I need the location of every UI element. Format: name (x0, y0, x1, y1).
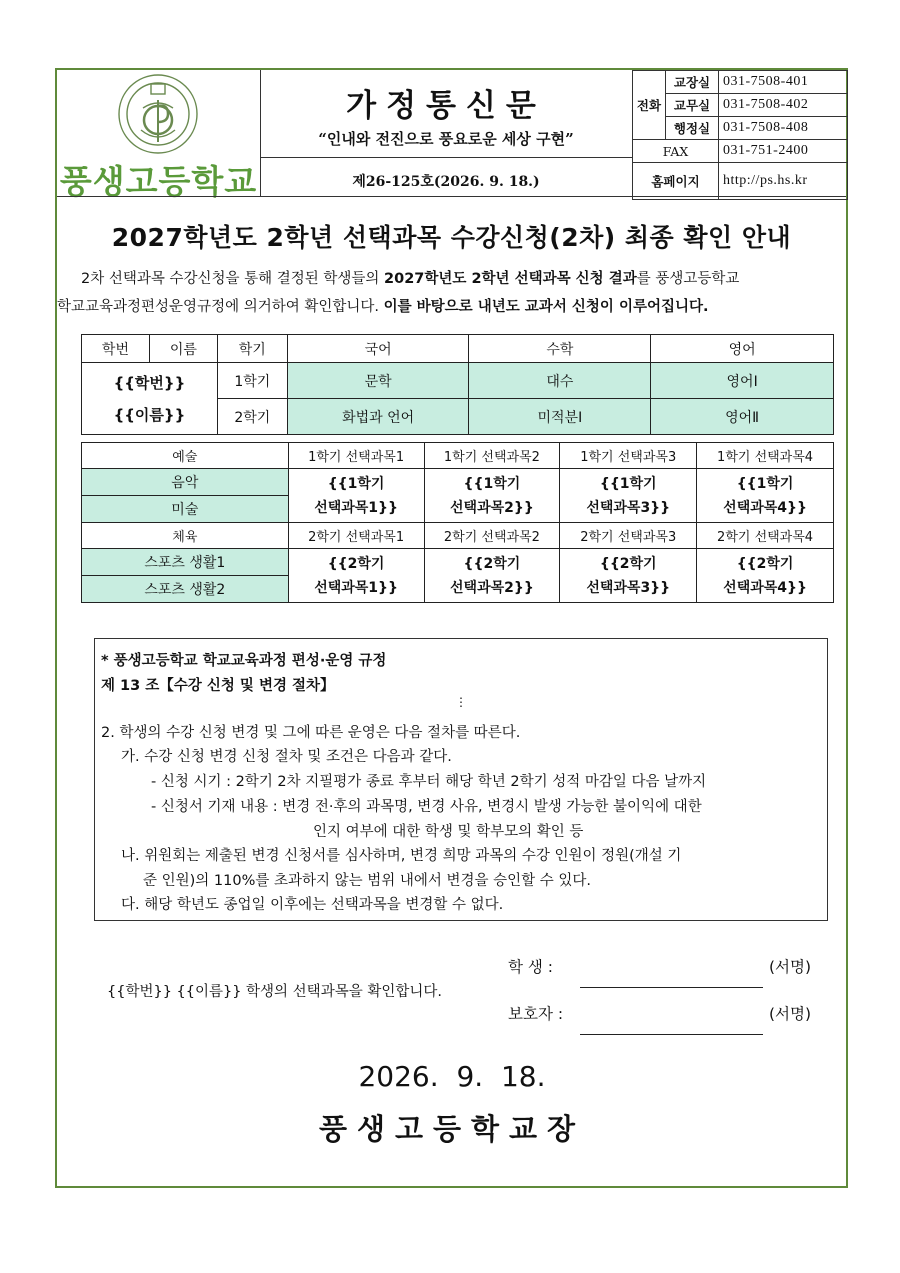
student-id: {{학번}} (113, 373, 186, 392)
art-option: 미술 (82, 496, 289, 523)
contact-table (632, 70, 848, 200)
art-header: 예술 (82, 443, 289, 469)
confirmation-statement: {{학번}} {{이름}} 학생의 선택과목을 확인합니다. (107, 984, 442, 1000)
elective-text: {{1학기 (463, 475, 521, 492)
issue-date: 2026. 9. 18. (358, 1060, 546, 1093)
elective-text: {{2학기 (736, 555, 794, 572)
elective-cell (424, 469, 560, 523)
student-cell (82, 363, 218, 435)
regulation-item: 가. 수강 신청 변경 신청 절차 및 조건은 다음과 같다. (121, 749, 452, 765)
issue-number: 제26-125호(2026. 9. 18.) (352, 174, 540, 190)
principal-signature: 풍생고등학교장 (318, 1112, 586, 1146)
elective-cell (560, 549, 697, 603)
regulation-item: 다. 해당 학년도 종업일 이후에는 선택과목을 변경할 수 없다. (121, 897, 504, 913)
elective-text: {{1학기 (736, 475, 794, 492)
elective-text: {{1학기 (599, 475, 657, 492)
intro-emphasis: 2027학년도 2학년 선택과목 신청 결과 (384, 271, 637, 287)
elective-cell (560, 469, 697, 523)
elective-text: 선택과목3}} (586, 499, 671, 516)
column-header: 수학 (469, 335, 651, 363)
contact-value: 031-7508-402 (719, 94, 848, 117)
column-header: 학기 (217, 335, 287, 363)
student-sign-label: 학 생 : (508, 958, 554, 976)
column-header: 1학기 선택과목3 (560, 443, 697, 469)
term-label: 2학기 (217, 399, 287, 435)
intro-emphasis: 이를 바탕으로 내년도 교과서 신청이 이루어집니다. (383, 299, 709, 315)
column-header: 2학기 선택과목2 (424, 523, 560, 549)
column-header: 2학기 선택과목3 (560, 523, 697, 549)
school-logo (57, 70, 260, 201)
divider (260, 157, 632, 158)
column-header: 영어 (651, 335, 834, 363)
school-name: 풍생고등학교 (59, 162, 258, 201)
regulation-title: * 풍생고등학교 학교교육과정 편성·운영 규정 (101, 653, 387, 669)
subject-cell: 영어Ⅱ (651, 399, 834, 435)
column-header: 학번 (82, 335, 150, 363)
elective-cell (697, 469, 834, 523)
newsletter-frame (55, 68, 848, 1188)
elective-cell (697, 549, 834, 603)
elective-cell (288, 549, 424, 603)
phone-label: 전화 (633, 71, 666, 140)
pe-option: 스포츠 생활2 (82, 576, 289, 603)
intro-line-1 (81, 266, 871, 292)
school-emblem-icon (57, 70, 260, 158)
column-header: 1학기 선택과목4 (697, 443, 834, 469)
regulation-item: 2. 학생의 수강 신청 변경 및 그에 따른 운영은 다음 절차를 따른다. (101, 725, 521, 741)
elective-text: 선택과목2}} (450, 499, 534, 516)
column-header: 이름 (149, 335, 217, 363)
page-title: 2027학년도 2학년 선택과목 수강신청(2차) 최종 확인 안내 (111, 223, 792, 252)
intro-text: 를 풍생고등학교 (636, 271, 740, 287)
elective-text: 선택과목1}} (314, 579, 398, 596)
core-subjects-table (81, 334, 834, 435)
pe-option: 스포츠 생활1 (82, 549, 289, 576)
parent-sign-label: 보호자 : (508, 1005, 564, 1023)
column-header: 1학기 선택과목1 (288, 443, 424, 469)
regulation-subitem: - 신청서 기재 내용 : 변경 전·후의 과목명, 변경 사유, 변경시 발생 가능한 불이익에 대한 (151, 799, 702, 815)
regulation-subitem: - 신청 시기 : 2학기 2차 지필평가 종료 후부터 해당 학년 2학기 성적 마감일 다음 날까지 (151, 774, 707, 790)
student-sign-line[interactable] (580, 987, 763, 988)
regulation-subitem: 인지 여부에 대한 학생 및 학부모의 확인 등 (313, 824, 584, 840)
ellipsis: ⋮ (455, 695, 467, 709)
regulation-item: 준 인원)의 110%를 초과하지 않는 범위 내에서 변경을 승인할 수 있다. (143, 873, 591, 889)
contact-label: 교장실 (666, 71, 719, 94)
homepage-label: 홈페이지 (633, 163, 719, 200)
column-header: 2학기 선택과목4 (697, 523, 834, 549)
subject-cell: 대수 (469, 363, 651, 399)
school-motto: “인내와 전진으로 풍요로운 세상 구현” (318, 130, 574, 148)
subject-cell: 화법과 언어 (287, 399, 469, 435)
contact-label: 행정실 (666, 117, 719, 140)
regulation-article: 제 13 조【수강 신청 및 변경 절차】 (101, 678, 335, 694)
elective-text: 선택과목2}} (450, 579, 534, 596)
subject-cell: 미적분Ⅰ (469, 399, 651, 435)
contact-label: 교무실 (666, 94, 719, 117)
fax-value: 031-751-2400 (719, 140, 848, 163)
fax-label: FAX (633, 140, 719, 163)
art-option: 음악 (82, 469, 289, 496)
intro-text: 학교교육과정편성운영규정에 의거하여 확인합니다. (57, 299, 384, 315)
homepage-link[interactable]: http://ps.hs.kr (719, 163, 848, 200)
elective-text: {{1학기 (327, 475, 385, 492)
column-header: 국어 (287, 335, 469, 363)
regulation-box (94, 638, 828, 921)
subject-cell: 영어Ⅰ (651, 363, 834, 399)
student-name: {{이름}} (113, 405, 186, 424)
elective-cell (424, 549, 560, 603)
elective-text: 선택과목4}} (723, 499, 807, 516)
elective-subjects-table (81, 442, 834, 603)
column-header: 2학기 선택과목1 (288, 523, 424, 549)
contact-value: 031-7508-401 (719, 71, 848, 94)
subject-cell: 문학 (287, 363, 469, 399)
elective-cell (288, 469, 424, 523)
parent-sign-mark: (서명) (769, 1005, 812, 1023)
pe-header: 체육 (82, 523, 289, 549)
elective-text: {{2학기 (463, 555, 521, 572)
newsletter-title: 가정통신문 (346, 88, 546, 124)
elective-text: 선택과목1}} (314, 499, 398, 516)
elective-text: 선택과목4}} (723, 579, 807, 596)
student-sign-mark: (서명) (769, 958, 812, 976)
parent-sign-line[interactable] (580, 1034, 763, 1035)
elective-text: {{2학기 (599, 555, 657, 572)
header-bottom-rule (57, 196, 846, 197)
intro-text: 2차 선택과목 수강신청을 통해 결정된 학생들의 (81, 271, 385, 287)
term-label: 1학기 (217, 363, 287, 399)
contact-value: 031-7508-408 (719, 117, 848, 140)
elective-text: 선택과목3}} (586, 579, 671, 596)
column-header: 1학기 선택과목2 (424, 443, 560, 469)
elective-text: {{2학기 (327, 555, 385, 572)
intro-line-2 (57, 294, 847, 320)
regulation-item: 나. 위원회는 제출된 변경 신청서를 심사하며, 변경 희망 과목의 수강 인원이 정원(개설 기 (121, 848, 682, 864)
